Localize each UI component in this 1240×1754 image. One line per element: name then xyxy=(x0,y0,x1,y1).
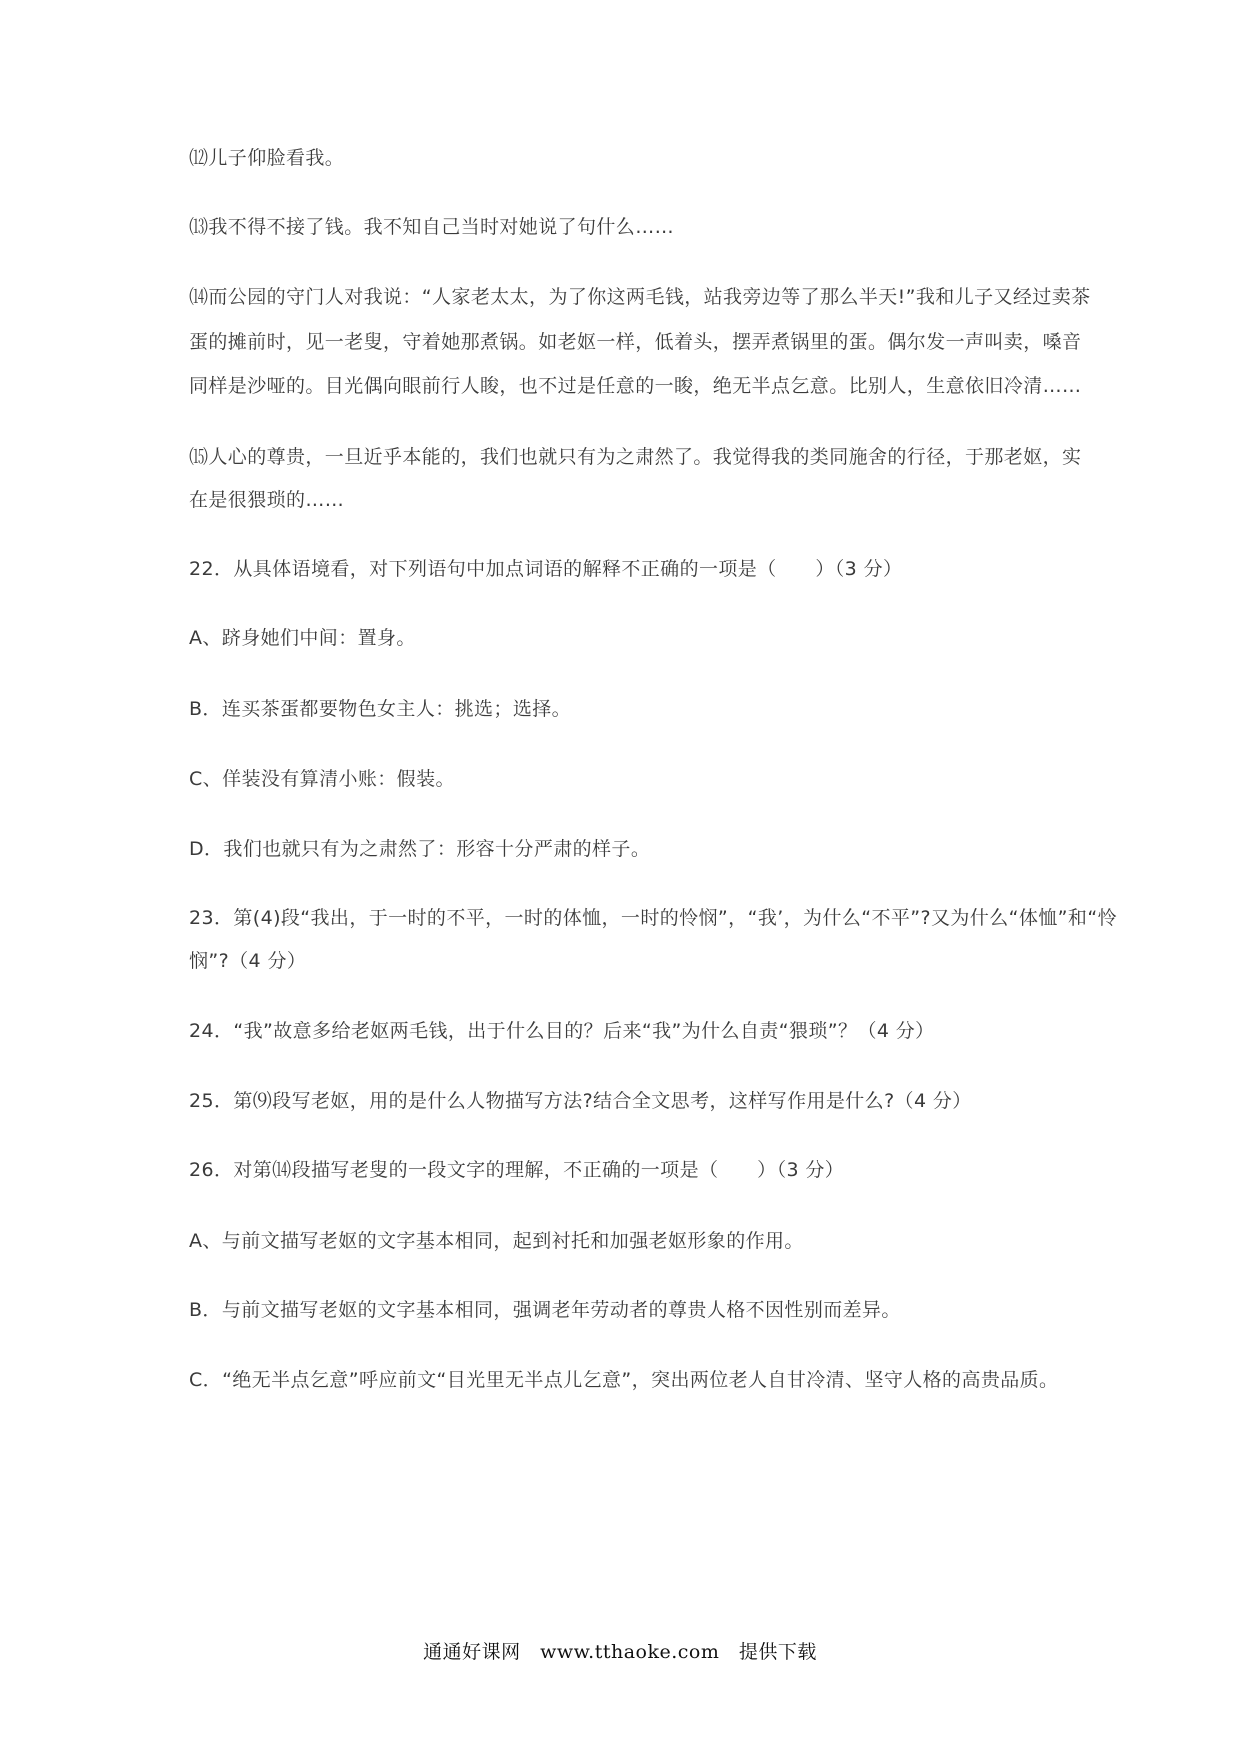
paragraph-15-line-2: 在是很猥琐的…… xyxy=(189,489,345,511)
question-23-line-2: 悯”?（4 分） xyxy=(189,950,307,972)
question-23-line-1: 23．第(4)段“我出，于一时的不平，一时的体恤，一时的怜悯”，“我’，为什么“不平”?又为什么“体恤”和“怜 xyxy=(189,907,1117,929)
footer-download-note: 通通好课网 www.tthaoke.com 提供下载 xyxy=(423,1641,817,1663)
paragraph-13: ⒀我不得不接了钱。我不知自己当时对她说了句什么…… xyxy=(189,216,675,238)
paragraph-14-line-1: ⒁而公园的守门人对我说：“人家老太太，为了你这两毛钱，站我旁边等了那么半天!”我和儿子又经过卖茶 xyxy=(189,286,1091,308)
question-26-option-c: C．“绝无半点乞意”呼应前文“目光里无半点儿乞意”，突出两位老人自甘冷清、坚守人格的高贵品质。 xyxy=(189,1369,1059,1391)
question-22-option-d: D．我们也就只有为之肃然了：形容十分严肃的样子。 xyxy=(189,838,651,860)
question-22: 22．从具体语境看，对下列语句中加点词语的解释不正确的一项是（ ）（3 分） xyxy=(189,558,903,580)
paragraph-12: ⑿儿子仰脸看我。 xyxy=(189,147,345,169)
question-22-option-b: B．连买茶蛋都要物色女主人：挑选；选择。 xyxy=(189,698,572,720)
paragraph-15-line-1: ⒂人心的尊贵，一旦近乎本能的，我们也就只有为之肃然了。我觉得我的类同施舍的行径，于那老妪，实 xyxy=(189,446,1082,468)
question-25: 25．第⑼段写老妪，用的是什么人物描写方法?结合全文思考，这样写作用是什么?（4 分） xyxy=(189,1090,972,1112)
question-26-option-a: A、与前文描写老妪的文字基本相同，起到衬托和加强老妪形象的作用。 xyxy=(189,1230,804,1252)
paragraph-14-line-3: 同样是沙哑的。目光偶向眼前行人睃，也不过是任意的一睃，绝无半点乞意。比别人，生意依旧冷清…… xyxy=(189,375,1082,397)
question-26: 26．对第⒁段描写老叟的一段文字的理解，不正确的一项是（ ）（3 分） xyxy=(189,1159,845,1181)
question-24: 24．“我”故意多给老妪两毛钱，出于什么目的？后来“我”为什么自责“猥琐”？（4 分） xyxy=(189,1020,935,1042)
question-26-option-b: B．与前文描写老妪的文字基本相同，强调老年劳动者的尊贵人格不因性别而差异。 xyxy=(189,1299,901,1321)
question-22-option-c: C、佯装没有算清小账：假装。 xyxy=(189,768,455,790)
question-22-option-a: A、跻身她们中间：置身。 xyxy=(189,627,416,649)
paragraph-14-line-2: 蛋的摊前时，见一老叟，守着她那煮锅。如老妪一样，低着头，摆弄煮锅里的蛋。偶尔发一声叫卖，嗓音 xyxy=(189,331,1082,353)
